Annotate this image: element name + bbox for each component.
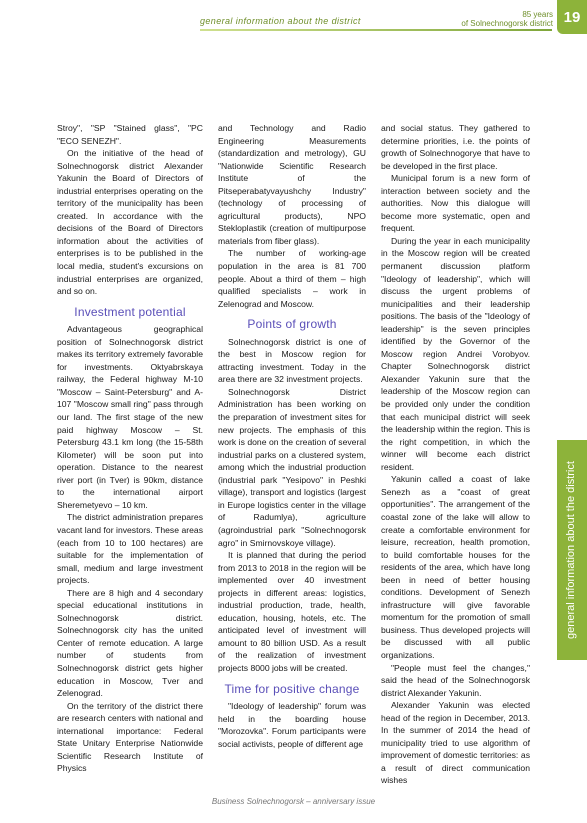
paragraph: Yakunin called a coast of lake Senezh as a "coast of great opportunities". The arrangement of the coastal zone of the lake will allow to create a comfortable environment for leisure, recreation, health promotion, to build comfortable houses for the residents of the area, which have long been in need of better housing conditions. Development of Senezh infrastructure will give favorable momentum for the promotion of small business. Thus developed projects will be discussed with all public organizations. xyxy=(381,474,530,660)
paragraph: Solnechnogorsk district is one of the best in Moscow region for attracting investment. Today in the area there are 32 investment projects. xyxy=(218,336,366,385)
paragraph: On the territory of the district there are research centers with national and international importance: Federal State Unitary Enterprise Nationwide Scientific Research Institute of Physics xyxy=(57,700,203,774)
anniversary-label xyxy=(461,10,553,28)
paragraph: During the year in each municipality in the Moscow region will be created permanent discussion platform "Ideology of leadership", which will discuss the urgent problems of municipalities and their leadership positions. The basis of the "Ideology of leadership" is the seven principles identified by the Governor of the Moscow region Andrei Vorobyov. Chapter Solnechnogorsk district Alexander Yakunin sure that the leadership of the Moscow region can be provided only under the condition that each municipal district will seek the leadership within the region. This is the right competition, in which the winner will become each district resident. xyxy=(381,235,530,472)
anniversary-district: of Solnechnogorsk district xyxy=(461,19,553,28)
column-1 xyxy=(57,122,203,775)
section-heading: Points of growth xyxy=(247,317,337,332)
section-title: general information about the district xyxy=(200,16,361,26)
paragraph: Advantageous geographical position of Solnechnogorsk district makes its territory extremely favorable for investments. Oktyabrskaya railway, the Federal highway M-10 "Moscow – Saint-Petersburg" and A-107 "Moscow small ring" pass through our land. The first stage of the new paid highway Moscow – St. Petersburg 43.1 km long (the 15-58th Kilometer) will be soon put into operation. Distance to the nearest river port (in Tver) is 90km, distance to the international airport Sheremetyevo – 10 km. xyxy=(57,324,203,510)
section-heading: Investment potential xyxy=(74,304,186,319)
paragraph: On the initiative of the head of Solnechnogorsk district Alexander Yakunin the Board of Directors of industrial enterprises operating on the territory of the municipality has been created. In accordance with the decisions of the Board of Directors information about the activities of enterprises is to be published in the local media, student's excursions on industrial enterprises are organized, and so on. xyxy=(57,148,203,297)
paragraph: The number of working-age population in the area is 81 700 people. About a third of them – high qualified specialists – work in Zelenograd and Moscow. xyxy=(218,248,366,309)
page-number: 19 xyxy=(557,0,587,34)
paragraph: and social status. They gathered to determine priorities, i.e. the points of growth of Solnechnogorye that have to be developed in the first place. xyxy=(381,123,530,171)
paragraph: "Ideology of leadership" forum was held in the boarding house "Morozovka". Forum participants were social activists, people of different age xyxy=(218,701,366,749)
paragraph: "People must feel the changes," said the head of the Solnechnogorsk district Alexander Yakunin. xyxy=(381,662,530,698)
anniversary-years: 85 years xyxy=(522,10,553,19)
paragraph: It is planned that during the period from 2013 to 2018 in the region will be implemented over 40 investment projects in different areas: logistics, industrial production, trade, health, education, housing, hotels, etc. The anticipated level of investment will amount to 80 billion USD. As a result of the realization of investment projects 8000 jobs will be created. xyxy=(218,550,366,673)
paragraph: There are 8 high and 4 secondary special educational institutions in Solnechnogorsk district. Solnechnogorsk city has the united Center of remote education. A large number of students from Solnechnogorsk district gets higher education in Moscow, Tver and Zelenograd. xyxy=(57,587,203,699)
page-footer: Business Solnechnogorsk – anniversary issue xyxy=(211,797,376,806)
paragraph: The district administration prepares vacant land for investors. These areas (each from 10 to 100 hectares) are suitable for the implementation of small, medium and large investment projects. xyxy=(57,512,203,586)
column-2 xyxy=(218,122,366,750)
side-tab-label: general information about the district xyxy=(565,461,577,639)
paragraph: Solnechnogorsk District Administration has been working on the preparation of investment sites for new projects. The emphasis of this work is done on the creation of several industrial parks on a clustered system, among which the industrial production (industrial park "Yesipovo" in Peshki village), transport and logistics (largest in Europe logistics center in the village of Radumlya), agriculture (agroindustrial park "Solnechnogorsk agro" in Smirnovskoye village). xyxy=(218,386,366,548)
paragraph: Municipal forum is a new form of interaction between society and the authorities. Now this dialogue will become more systematic, open and frequent. xyxy=(381,173,530,234)
paragraph: and Technology and Radio Engineering Measurements (standardization and metrology), GU "Nationwide Scientific Research Institute of the Pitseperabatyvayushchy Industry" (technology of processing of agricultural products), NPO Stekloplastik (creation of multipurpose materials from fiber glass). xyxy=(218,123,366,246)
page-header xyxy=(0,10,587,44)
header-rule xyxy=(200,29,552,31)
paragraph: Stroy", "SP "Stained glass", "PC "ECO SENEZH". xyxy=(57,123,203,146)
section-heading: Time for positive change xyxy=(224,681,360,696)
column-3 xyxy=(381,122,530,787)
paragraph: Alexander Yakunin was elected head of the region in December, 2013. In the summer of 2014 the head of municipality tried to use algorithm of improvement of domestic territories: as a result of direct communication wishes xyxy=(381,700,530,786)
